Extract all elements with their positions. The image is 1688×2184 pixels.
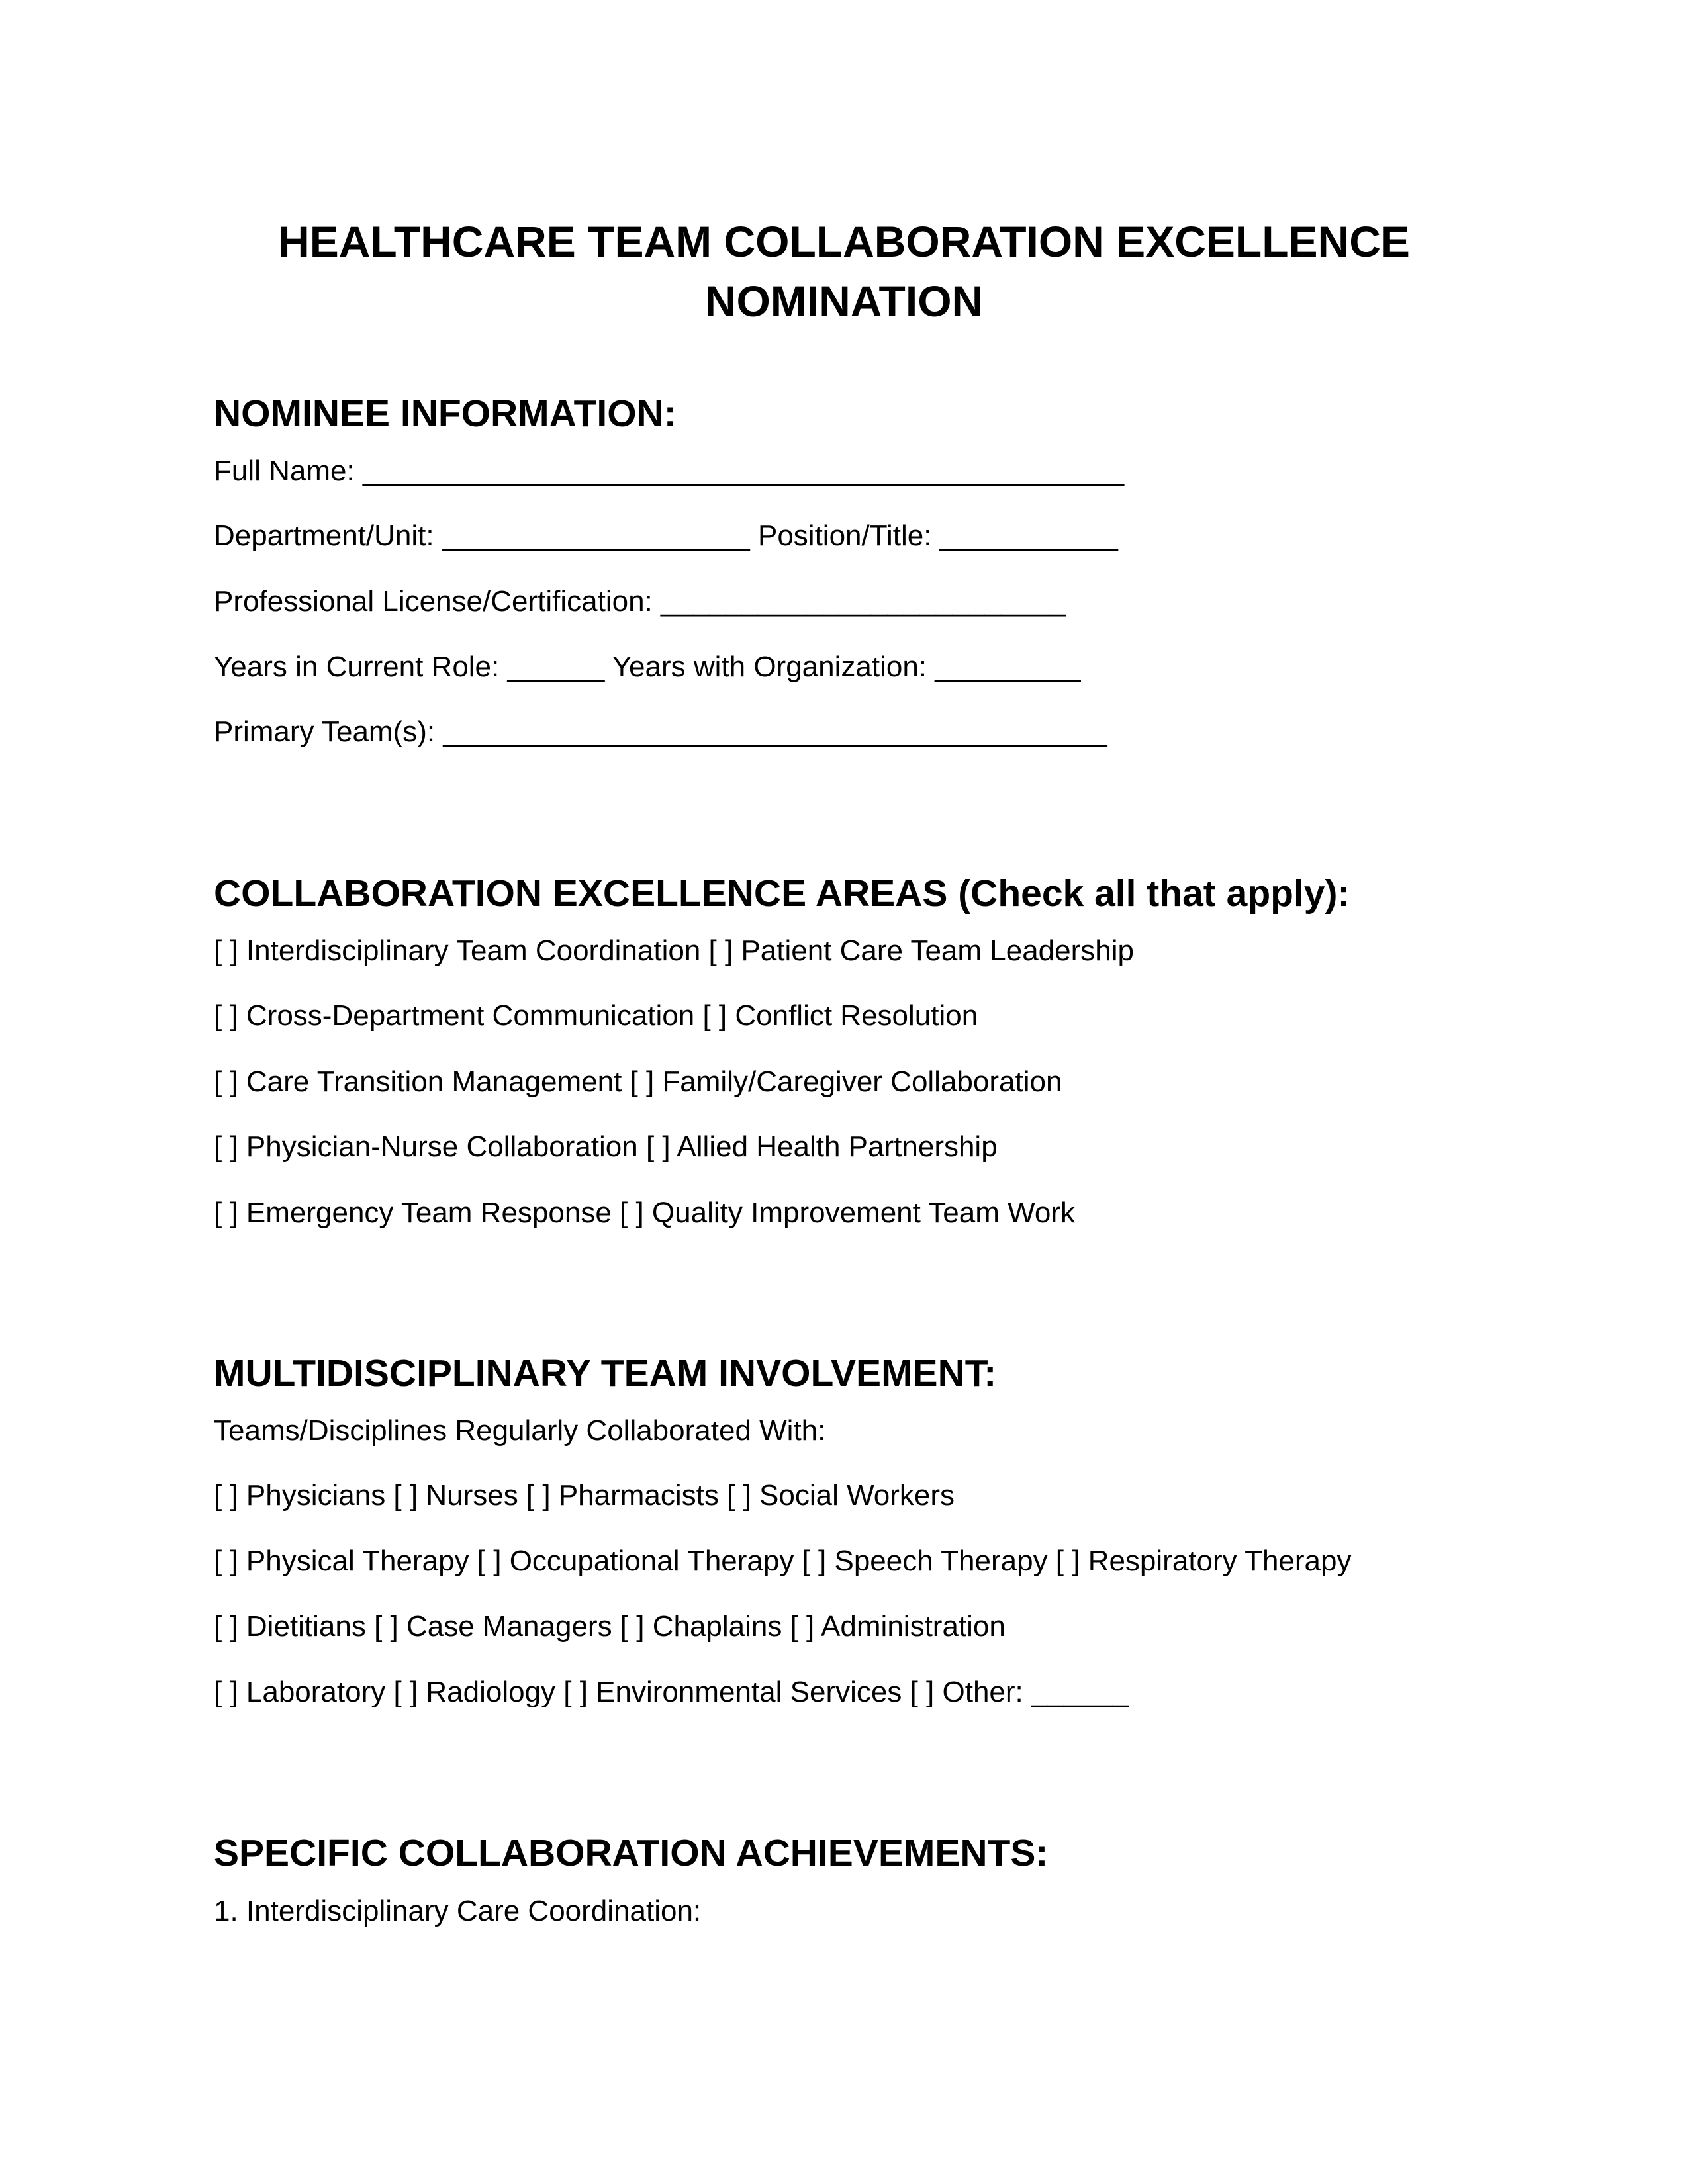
involvement-subheading: Teams/Disciplines Regularly Collaborated With: [214, 1414, 826, 1447]
full-name-field[interactable]: Full Name: _______________________________________________ [214, 455, 1125, 487]
area-checkbox-row[interactable]: [ ] Care Transition Management [ ] Family/Caregiver Collaboration [214, 1066, 1062, 1098]
achievements-heading: SPECIFIC COLLABORATION ACHIEVEMENTS: [214, 1832, 1049, 1874]
achievement-item: 1. Interdisciplinary Care Coordination: [214, 1895, 702, 1927]
license-field[interactable]: Professional License/Certification: _________________________ [214, 585, 1066, 617]
area-checkbox-row[interactable]: [ ] Emergency Team Response [ ] Quality Improvement Team Work [214, 1197, 1075, 1229]
area-checkbox-row[interactable]: [ ] Interdisciplinary Team Coordination [ ] Patient Care Team Leadership [214, 934, 1134, 967]
department-position-field[interactable]: Department/Unit: ___________________ Position/Title: ___________ [214, 520, 1118, 552]
discipline-checkbox-row[interactable]: [ ] Dietitians [ ] Case Managers [ ] Chaplains [ ] Administration [214, 1610, 1006, 1643]
document-title-line-1: HEALTHCARE TEAM COLLABORATION EXCELLENCE [278, 217, 1410, 266]
years-field[interactable]: Years in Current Role: ______ Years with Organization: _________ [214, 651, 1081, 683]
nominee-heading: NOMINEE INFORMATION: [214, 392, 677, 435]
discipline-checkbox-row[interactable]: [ ] Physical Therapy [ ] Occupational Therapy [ ] Speech Therapy [ ] Respiratory Therapy [214, 1545, 1352, 1577]
areas-heading: COLLABORATION EXCELLENCE AREAS (Check all that apply): [214, 872, 1350, 915]
discipline-checkbox-row[interactable]: [ ] Laboratory [ ] Radiology [ ] Environmental Services [ ] Other: ______ [214, 1676, 1129, 1708]
primary-team-field[interactable]: Primary Team(s): _________________________________________ [214, 715, 1107, 748]
area-checkbox-row[interactable]: [ ] Physician-Nurse Collaboration [ ] Allied Health Partnership [214, 1130, 998, 1163]
discipline-checkbox-row[interactable]: [ ] Physicians [ ] Nurses [ ] Pharmacists [ ] Social Workers [214, 1479, 955, 1512]
document-title-line-2: NOMINATION [704, 277, 984, 326]
involvement-heading: MULTIDISCIPLINARY TEAM INVOLVEMENT: [214, 1352, 997, 1394]
area-checkbox-row[interactable]: [ ] Cross-Department Communication [ ] Conflict Resolution [214, 999, 978, 1032]
